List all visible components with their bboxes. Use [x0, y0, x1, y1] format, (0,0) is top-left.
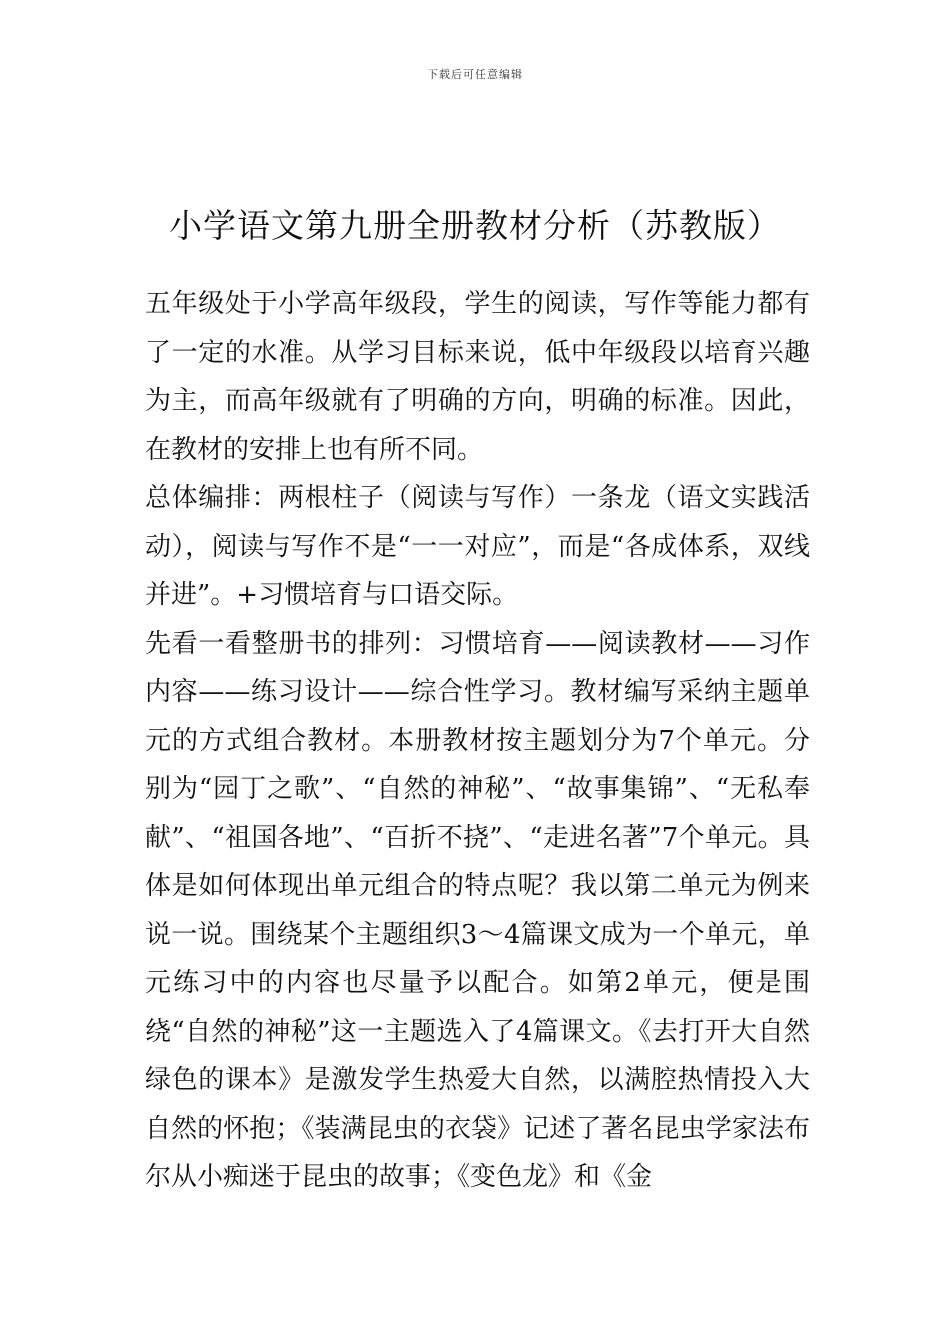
- document-body: [145, 280, 810, 1202]
- header-note: 下载后可任意编辑: [427, 68, 523, 81]
- paragraph-intro: 五年级处于小学高年级段，学生的阅读，写作等能力都有了一定的水准。从学习目标来说，低中年级段以培育兴趣为主，而高年级就有了明确的方向，明确的标准。因此，在教材的安排上也有所不同。: [145, 289, 810, 465]
- document-title: 小学语文第九册全册教材分析（苏教版）: [169, 206, 781, 246]
- paragraph-book-arrangement: 先看一看整册书的排列：习惯培育——阅读教材——习作内容——练习设计——综合性学习。教材编写采纳主题单元的方式组合教材。本册教材按主题划分为7个单元。分别为“园丁之歌”、“自然的神秘”、“故事集锦”、“无私奉献”、“祖国各地”、“百折不挠”、“走进名著”7个单元。具体是如何体现出单元组合的特点呢？我以第二单元为例来说一说。围绕某个主题组织3～4篇课文成为一个单元，单元练习中的内容也尽量予以配合。如第2单元，便是围绕“自然的神秘”这一主题选入了4篇课文。《去打开大自然绿色的课本》是激发学生热爱大自然，以满腔热情投入大自然的怀抱；《装满昆虫的衣袋》记述了著名昆虫学家法布尔从小痴迷于昆虫的故事；《变色龙》和《金: [145, 628, 810, 1192]
- paragraph-overall-layout: 总体编排：两根柱子（阅读与写作）一条龙（语文实践活动），阅读与写作不是“一一对应”，而是“各成体系，双线并进”。+习惯培育与口语交际。: [145, 483, 810, 610]
